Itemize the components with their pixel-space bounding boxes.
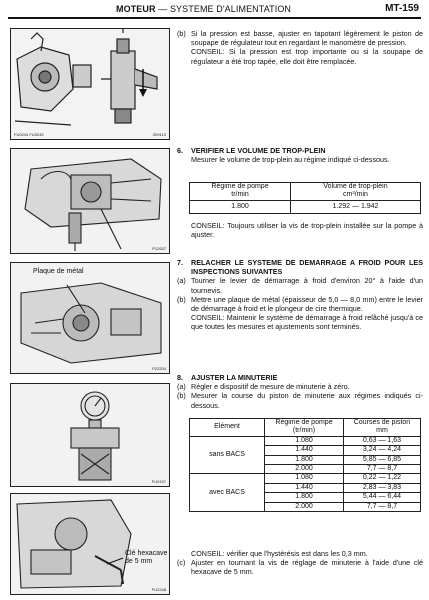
- section-7-b: [177, 295, 423, 313]
- conseil-text: Si la pression est trop importante ou si la soupape de régulateur a été trop tapée, elle doit être remplacée.: [191, 47, 424, 66]
- figure-pressure-valve: [10, 28, 170, 140]
- conseil-label: CONSEIL:: [191, 221, 225, 230]
- page-number: MT-159: [385, 3, 419, 14]
- overflow-h1: Régime de pompe: [211, 183, 269, 190]
- step-a-text: Régler e dispositif de mesure de minuterie à zéro.: [191, 382, 350, 392]
- timer-table: [189, 418, 421, 512]
- step-b-text: Si la pression est basse, ajuster en tapotant légèrement le piston de soupape de régulateur tout en regardant le manomètre de pression.: [191, 29, 423, 48]
- stroke-cell: 7,7 — 8,7: [344, 502, 421, 511]
- timer-col-stroke: [344, 419, 421, 437]
- conseil-text: Toujours utiliser la vis de trop-plein installée sur la pompe à ajuster.: [191, 221, 423, 240]
- section-6: [177, 146, 423, 164]
- step-b-tag: (b): [177, 29, 186, 38]
- metal-plate-illustration: [11, 263, 169, 373]
- timer-h3b: mm: [376, 427, 388, 435]
- fig5-code: FU2248: [151, 587, 166, 592]
- stroke-cell: 5,44 — 6,44: [344, 493, 421, 502]
- step-b-text: Mettre une plaque de métal (épaisseur de 5,0 — 8,0 mm) entre le levier de démarrage à froid et le plongeur de cire thermique.: [191, 294, 423, 314]
- rpm-cell: 1.800: [265, 455, 344, 464]
- fig1-code-right: Z09113: [152, 132, 166, 137]
- group-name: sans BACS: [190, 436, 265, 474]
- timer-col-element: Elément: [190, 419, 265, 437]
- overflow-col-volume: [291, 183, 421, 201]
- section-8-b: [177, 391, 423, 409]
- stroke-cell: 2,83 — 3,83: [344, 483, 421, 492]
- group-name: avec BACS: [190, 474, 265, 512]
- stroke-cell: 7,7 — 8,7: [344, 465, 421, 474]
- overflow-screw-illustration: [11, 149, 169, 253]
- rpm-cell: 1.080: [265, 474, 344, 483]
- header-title: [116, 4, 291, 14]
- overflow-h2: Volume de trop-plein: [323, 183, 388, 190]
- section-6-text: Mesurer le volume de trop-plein au régime indiqué ci-dessous.: [191, 155, 390, 165]
- fig1-code-left: [14, 132, 44, 137]
- fig3-label: Plaque de métal: [33, 268, 84, 275]
- table-row: [190, 436, 421, 445]
- section-7-num: 7.: [177, 258, 183, 267]
- timer-h2b: (tr/min): [292, 427, 316, 435]
- step-b-top: [177, 29, 423, 66]
- fig1-code-a: FU0244: [14, 132, 29, 137]
- rpm-cell: 2.000: [265, 502, 344, 511]
- step-b-conseil: [177, 47, 423, 65]
- section-7: [177, 258, 423, 332]
- page-header: [0, 0, 429, 18]
- section-8-c: [177, 558, 423, 576]
- conseil-text: Maintenir le système de démarrage à froid relâché jusqu'à ce que toutes les mesures et ajustements sont terminés.: [191, 313, 424, 332]
- overflow-col-rpm: [190, 183, 291, 201]
- step-b-text: Mesurer la course du piston de minuterie aux régimes indiqués ci-dessous.: [191, 391, 423, 410]
- fig4-code: FU0197: [151, 479, 166, 484]
- timer-h2: Régime de pompe: [275, 419, 333, 426]
- fig1-code-b: FU0245: [29, 132, 44, 137]
- step-c-text: Ajuster en tournant la vis de réglage de minuterie à l'aide d'une clé hexacave de 5 mm.: [191, 558, 423, 577]
- overflow-table: [189, 182, 421, 214]
- step-c-tag: (c): [177, 558, 186, 568]
- conseil-label: CONSEIL:: [191, 549, 225, 558]
- rpm-cell: 1.440: [265, 483, 344, 492]
- fig3-code: P22204: [152, 366, 166, 371]
- step-b-tag: (b): [177, 294, 186, 304]
- overflow-rpm-value: 1.800: [190, 200, 291, 213]
- section-6-num: 6.: [177, 146, 183, 155]
- section-8: [177, 373, 423, 410]
- timer-h3: Courses de piston: [353, 419, 411, 426]
- header-subsection: SYSTEME D'ALIMENTATION: [169, 4, 292, 14]
- section-6-conseil: [177, 221, 423, 239]
- section-7-conseil: [177, 313, 423, 331]
- pressure-valve-illustration: [11, 29, 169, 139]
- timer-gauge-illustration: [11, 384, 169, 486]
- figure-metal-plate: [10, 262, 170, 374]
- header-dash: —: [158, 4, 168, 14]
- section-7-a: [177, 276, 423, 294]
- rpm-cell: 1.800: [265, 493, 344, 502]
- step-a-text: Tourner le levier de démarrage à froid d'environ 20° à l'aide d'un tournevis.: [191, 276, 423, 295]
- step-a-tag: (a): [177, 276, 186, 286]
- conseil-label: CONSEIL:: [191, 47, 225, 57]
- stroke-cell: 0,63 — 1,63: [344, 436, 421, 445]
- overflow-volume-value: 1.292 — 1.942: [291, 200, 421, 213]
- fig2-code: P12637: [152, 246, 166, 251]
- step-b-tag: (b): [177, 391, 186, 401]
- section-7-title: RELACHER LE SYSTEME DE DEMARRAGE A FROID POUR LES INSPECTIONS SUIVANTES: [191, 258, 423, 277]
- section-8-num: 8.: [177, 373, 183, 382]
- overflow-h2b: cm³/min: [343, 191, 368, 199]
- conseil-label: CONSEIL:: [191, 313, 225, 323]
- rpm-cell: 1.080: [265, 436, 344, 445]
- rpm-cell: 2.000: [265, 465, 344, 474]
- rpm-cell: 1.440: [265, 446, 344, 455]
- overflow-h1b: tr/min: [231, 191, 249, 199]
- figure-timer-gauge: [10, 383, 170, 487]
- section-8-conseil: [177, 549, 423, 558]
- stroke-cell: 3,24 — 4,24: [344, 446, 421, 455]
- header-section: MOTEUR: [116, 4, 156, 14]
- step-a-tag: (a): [177, 382, 186, 392]
- section-6-conseil-block: [177, 221, 423, 239]
- stroke-cell: 5,85 — 6,85: [344, 455, 421, 464]
- fig5-label: Clé hexacave de 5 mm: [125, 550, 168, 565]
- figure-overflow-screw: [10, 148, 170, 254]
- section-8-end: [177, 549, 423, 577]
- stroke-cell: 0,22 — 1,22: [344, 474, 421, 483]
- section-8-a: [177, 382, 423, 391]
- section-8-title: AJUSTER LA MINUTERIE: [191, 373, 278, 382]
- figure-hex-key: [10, 493, 170, 595]
- section-6-title: VERIFIER LE VOLUME DE TROP-PLEIN: [191, 146, 326, 155]
- hex-key-illustration: [11, 494, 169, 594]
- header-rule: [8, 17, 421, 19]
- timer-col-rpm: [265, 419, 344, 437]
- table-row: [190, 474, 421, 483]
- conseil-text: vérifier que l'hystérésis est dans les 0,3 mm.: [226, 549, 368, 558]
